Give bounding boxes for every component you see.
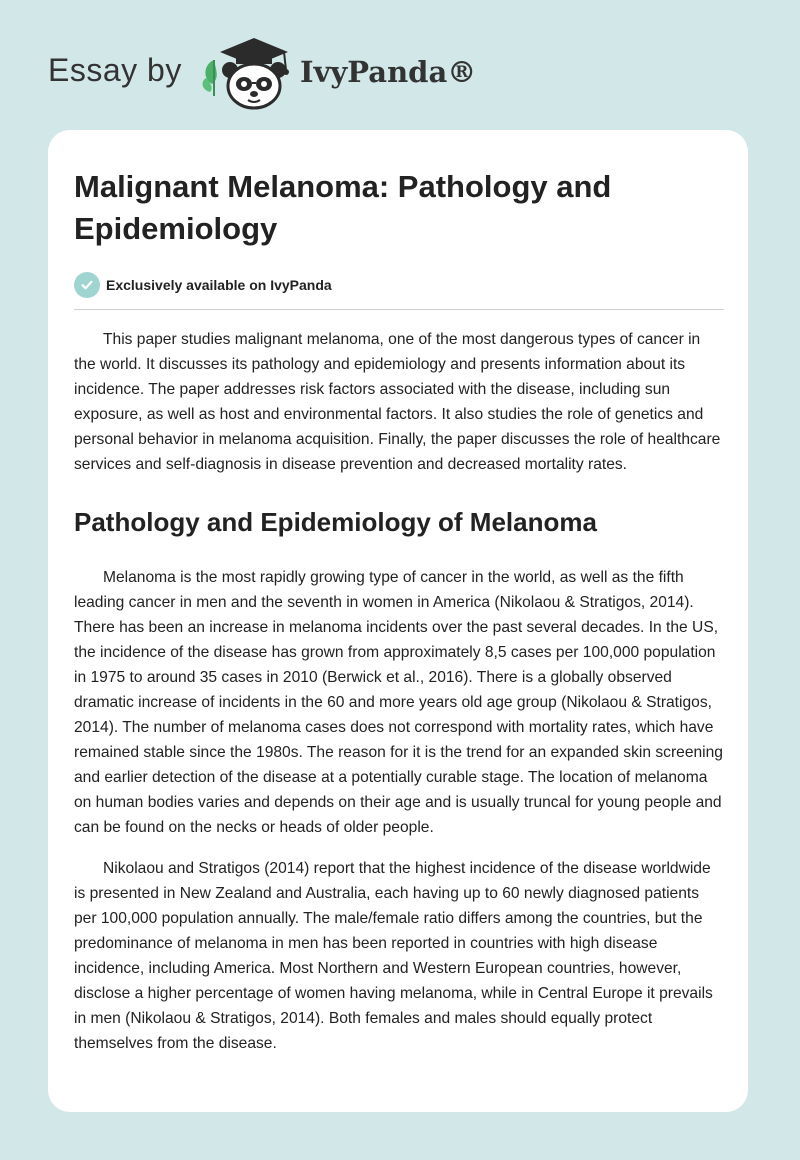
- intro-paragraph: This paper studies malignant melanoma, one of the most dangerous types of cancer in the world. It discusses its pathology and epidemiology and presents information about its incidence. The paper addresses risk factors associated with the disease, including sun exposure, as well as host and environmental factors. It also studies the role of genetics and personal behavior in melanoma acquisition. Finally, the paper discusses the role of healthcare services and self-diagnosis in disease prevention and decreased mortality rates.: [74, 331, 721, 473]
- essay-card: [48, 130, 748, 1112]
- site-header: [0, 0, 800, 120]
- exclusive-label: Exclusively available on IvyPanda: [106, 277, 332, 293]
- body-paragraph: Melanoma is the most rapidly growing type of cancer in the world, as well as the fifth leading cancer in men and the seventh in women in America (Nikolaou & Stratigos, 2014). There has been an increase in melanoma incidents over the past several decades. In the US, the incidence of the disease has grown from approximately 8,5 cases per 100,000 population in 1975 to around 35 cases in 2010 (Berwick et al., 2016). There is a globally observed dramatic increase of incidents in the 60 and more years old age group (Nikolaou & Stratigos, 2014). The number of melanoma cases does not correspond with mortality rates, which have remained stable since the 1980s. The reason for it is the trend for an expanded skin screening and earlier detection of the disease at a potentially curable stage. The location of melanoma on human bodies varies and depends on their age and is usually truncal for young people and can be found on the necks or heads of older people.: [74, 569, 723, 836]
- ivypanda-brand-name[interactable]: IvyPanda®: [300, 55, 477, 89]
- exclusive-badge: [74, 272, 724, 298]
- essay-title: Malignant Melanoma: Pathology and Epidemiology: [74, 169, 612, 246]
- essay-by-label: Essay by: [48, 52, 182, 88]
- check-circle-icon: [74, 272, 100, 298]
- panda-graduate-logo-icon[interactable]: [200, 34, 296, 112]
- section-heading: Pathology and Epidemiology of Melanoma: [74, 507, 597, 537]
- body-paragraph: Nikolaou and Stratigos (2014) report that the highest incidence of the disease worldwide is presented in New Zealand and Australia, each having up to 60 newly diagnosed patients per 100,000 population annually. The male/female ratio differs among the countries, but the predominance of melanoma in men has been reported in countries with high disease incidence, including America. Most Northern and Western European countries, however, disclose a higher percentage of women having melanoma, while in Central Europe it prevails in men (Nikolaou & Stratigos, 2014). Both females and males should equally protect themselves from the disease.: [74, 860, 713, 1052]
- essay-content: [74, 166, 724, 1056]
- divider: [74, 309, 724, 310]
